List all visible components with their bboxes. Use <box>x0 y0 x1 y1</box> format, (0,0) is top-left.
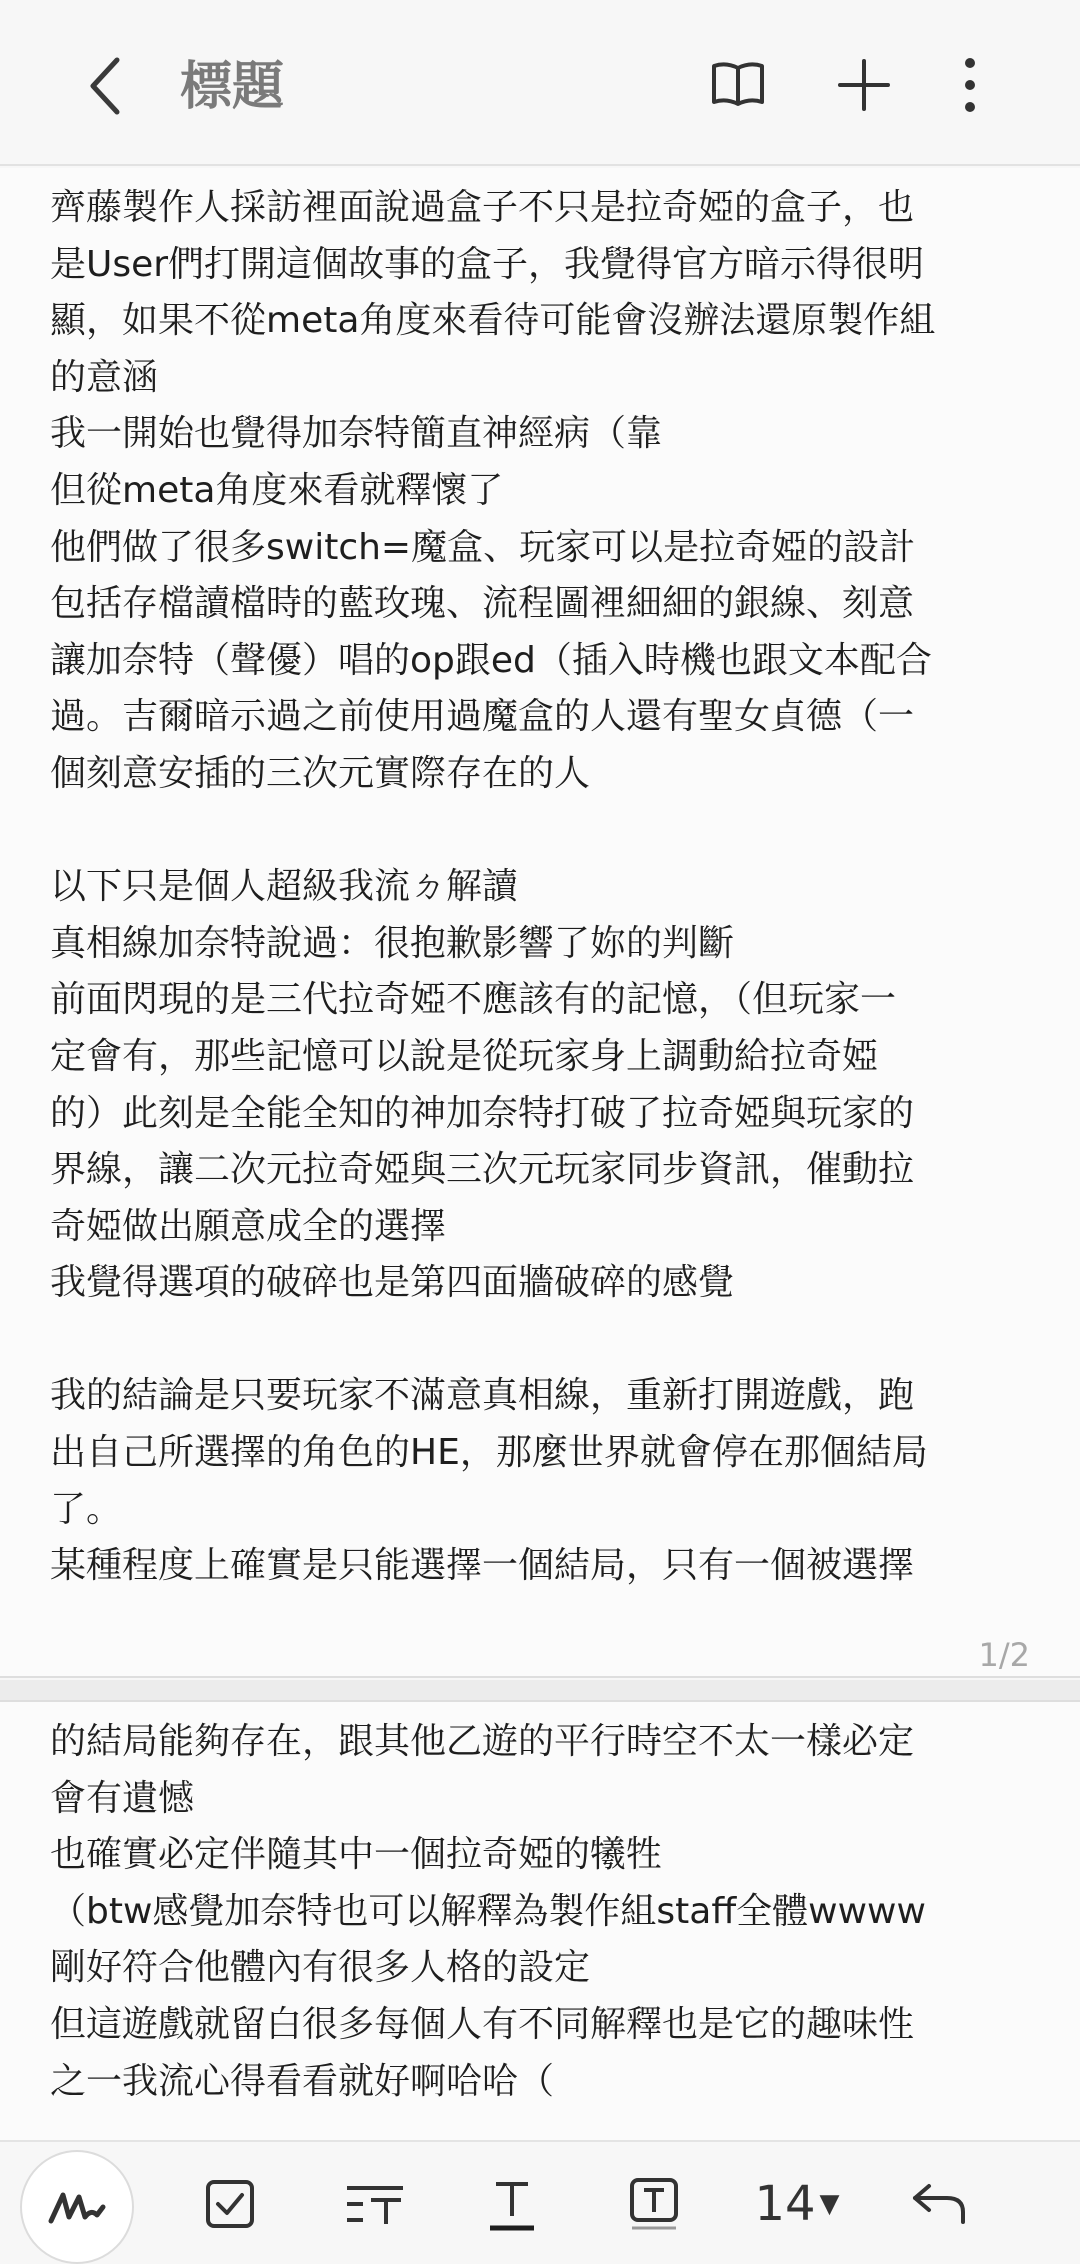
note-title[interactable]: 標題 <box>180 57 285 117</box>
note-line[interactable]: 的）此刻是全能全知的神加奈特打破了拉奇婭與玩家的 <box>50 1092 915 1134</box>
note-line[interactable]: 讓加奈特（聲優）唱的op跟ed（插入時機也跟文本配合 <box>50 639 932 681</box>
note-body-page-1[interactable] <box>50 180 1040 1595</box>
note-body-page-2[interactable] <box>50 1714 1040 2110</box>
note-line[interactable]: 之一我流心得看看就好啊哈哈（ <box>50 2060 555 2102</box>
more-vertical-icon <box>960 57 980 113</box>
note-line[interactable]: 包括存檔讀檔時的藍玫瑰、流程圖裡細細的銀線、刻意 <box>50 583 915 625</box>
chevron-left-icon <box>85 56 125 116</box>
more-options-button[interactable] <box>930 50 1010 120</box>
note-line[interactable]: 以下只是個人超級我流ㄉ解讀 <box>50 866 519 908</box>
text-box-button[interactable] <box>614 2158 694 2250</box>
note-line[interactable]: 奇婭做出願意成全的選擇 <box>50 1205 447 1247</box>
text-style-icon <box>343 2178 407 2230</box>
note-line[interactable]: 顯，如果不從meta角度來看待可能會沒辦法還原製作組 <box>50 300 936 342</box>
note-line[interactable] <box>50 803 1040 860</box>
book-open-icon <box>710 60 766 110</box>
note-line[interactable]: 個刻意安插的三次元實際存在的人 <box>50 752 591 794</box>
note-line[interactable]: 我一開始也覺得加奈特簡直神經病（靠 <box>50 413 663 455</box>
note-line[interactable]: 的意涵 <box>50 356 159 398</box>
note-line[interactable]: （btw感覺加奈特也可以解釋為製作組staff全體wwww <box>50 1890 926 1932</box>
undo-icon <box>911 2182 967 2226</box>
back-button[interactable] <box>70 46 140 126</box>
note-line[interactable]: 出自己所選擇的角色的HE，那麼世界就會停在那個結局 <box>50 1432 928 1474</box>
undo-button[interactable] <box>894 2158 984 2250</box>
note-line[interactable]: 我的結論是只要玩家不滿意真相線，重新打開遊戲，跑 <box>50 1375 915 1417</box>
note-line[interactable]: 是User們打開這個故事的盒子，我覺得官方暗示得很明 <box>50 243 925 285</box>
note-page-2[interactable] <box>0 1700 1080 2140</box>
caret-down-icon: ▼ <box>819 2189 840 2219</box>
note-line[interactable]: 但從meta角度來看就釋懷了 <box>50 469 504 511</box>
note-line[interactable]: 剛好符合他體內有很多人格的設定 <box>50 1947 591 1989</box>
note-line[interactable]: 但這遊戲就留白很多每個人有不同解釋也是它的趣味性 <box>50 2003 915 2045</box>
note-line[interactable]: 過。吉爾暗示過之前使用過魔盒的人還有聖女貞德（一 <box>50 696 915 738</box>
note-line[interactable]: 前面閃現的是三代拉奇婭不應該有的記憶，（但玩家一 <box>50 979 897 1021</box>
handwriting-pen-icon <box>47 2187 107 2227</box>
note-line[interactable]: 我覺得選項的破碎也是第四面牆破碎的感覺 <box>50 1262 735 1304</box>
note-line[interactable]: 他們做了很多switch=魔盒、玩家可以是拉奇婭的設計 <box>50 526 916 568</box>
formatting-toolbar <box>0 2140 1080 2264</box>
font-size-value: 14 <box>754 2176 816 2232</box>
note-line[interactable]: 了。 <box>50 1488 123 1530</box>
handwriting-button[interactable] <box>20 2150 134 2264</box>
page-indicator: 1/2 <box>978 1636 1030 1674</box>
note-line[interactable]: 某種程度上確實是只能選擇一個結局，只有一個被選擇 <box>50 1545 915 1587</box>
checkbox-button[interactable] <box>190 2158 270 2250</box>
note-line[interactable]: 定會有，那些記憶可以說是從玩家身上調動給拉奇婭 <box>50 1035 879 1077</box>
plus-icon <box>836 57 892 113</box>
text-box-icon <box>628 2176 680 2232</box>
note-line[interactable] <box>50 1312 1040 1369</box>
font-size-selector[interactable] <box>742 2158 852 2250</box>
top-app-bar <box>0 0 1080 166</box>
note-line[interactable]: 也確實必定伴隨其中一個拉奇婭的犧牲 <box>50 1834 663 1876</box>
page-divider <box>0 1680 1080 1700</box>
note-line[interactable]: 的結局能夠存在，跟其他乙遊的平行時空不太一樣必定 <box>50 1721 915 1762</box>
note-line[interactable]: 界線，讓二次元拉奇婭與三次元玩家同步資訊，催動拉 <box>50 1149 915 1191</box>
note-page-1[interactable] <box>0 168 1080 1678</box>
underline-text-button[interactable] <box>472 2158 552 2250</box>
checkbox-icon <box>204 2178 256 2230</box>
underline-text-icon <box>486 2176 538 2232</box>
note-line[interactable]: 會有遺憾 <box>50 1777 195 1819</box>
reading-mode-button[interactable] <box>698 50 778 120</box>
note-line[interactable]: 齊藤製作人採訪裡面說過盒子不只是拉奇婭的盒子，也 <box>50 187 915 228</box>
add-button[interactable] <box>824 50 904 120</box>
note-line[interactable]: 真相線加奈特說過：很抱歉影響了妳的判斷 <box>50 922 735 964</box>
text-style-button[interactable] <box>330 2158 420 2250</box>
